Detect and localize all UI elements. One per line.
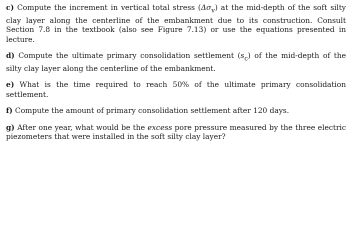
emphasized-word: excess	[147, 122, 173, 132]
question-c	[6, 3, 346, 44]
question-f	[6, 106, 346, 115]
math-symbol: s	[240, 51, 245, 61]
question-text: After one year, what would be the	[17, 122, 148, 132]
document-body	[6, 3, 346, 148]
question-label: d)	[6, 51, 15, 61]
question-text: What is the time required to reach 50% of the ultimate primary consolidation settlement.	[6, 80, 346, 99]
math-subscript: c	[244, 55, 248, 63]
math-subscript: v	[211, 7, 215, 15]
question-text: Compute the increment in vertical total stress (	[17, 3, 201, 12]
question-label: e)	[6, 80, 15, 90]
question-g	[6, 123, 346, 142]
question-label: c)	[6, 3, 14, 12]
question-e	[6, 80, 346, 99]
question-text: Compute the ultimate primary consolidation settlement (	[18, 51, 241, 61]
question-text: pore pressure measured by the three electric piezometers that were installed in the soft silty clay layer?	[6, 122, 346, 141]
question-label: f)	[6, 106, 13, 116]
question-d	[6, 51, 346, 73]
question-label: g)	[6, 122, 15, 132]
question-text: ) of the mid-depth of the silty clay layer along the centerline of the embankment.	[6, 51, 346, 73]
question-text: ) at the mid-depth of the soft silty clay layer along the centerline of the embankment due to its construction. Consult Section 7.8 in the textbook (also see Figure 7.13) or use the equations presented in lecture.	[6, 3, 346, 44]
math-symbol: Δσ	[200, 3, 212, 12]
question-text: Compute the amount of primary consolidation settlement after 120 days.	[15, 106, 290, 116]
